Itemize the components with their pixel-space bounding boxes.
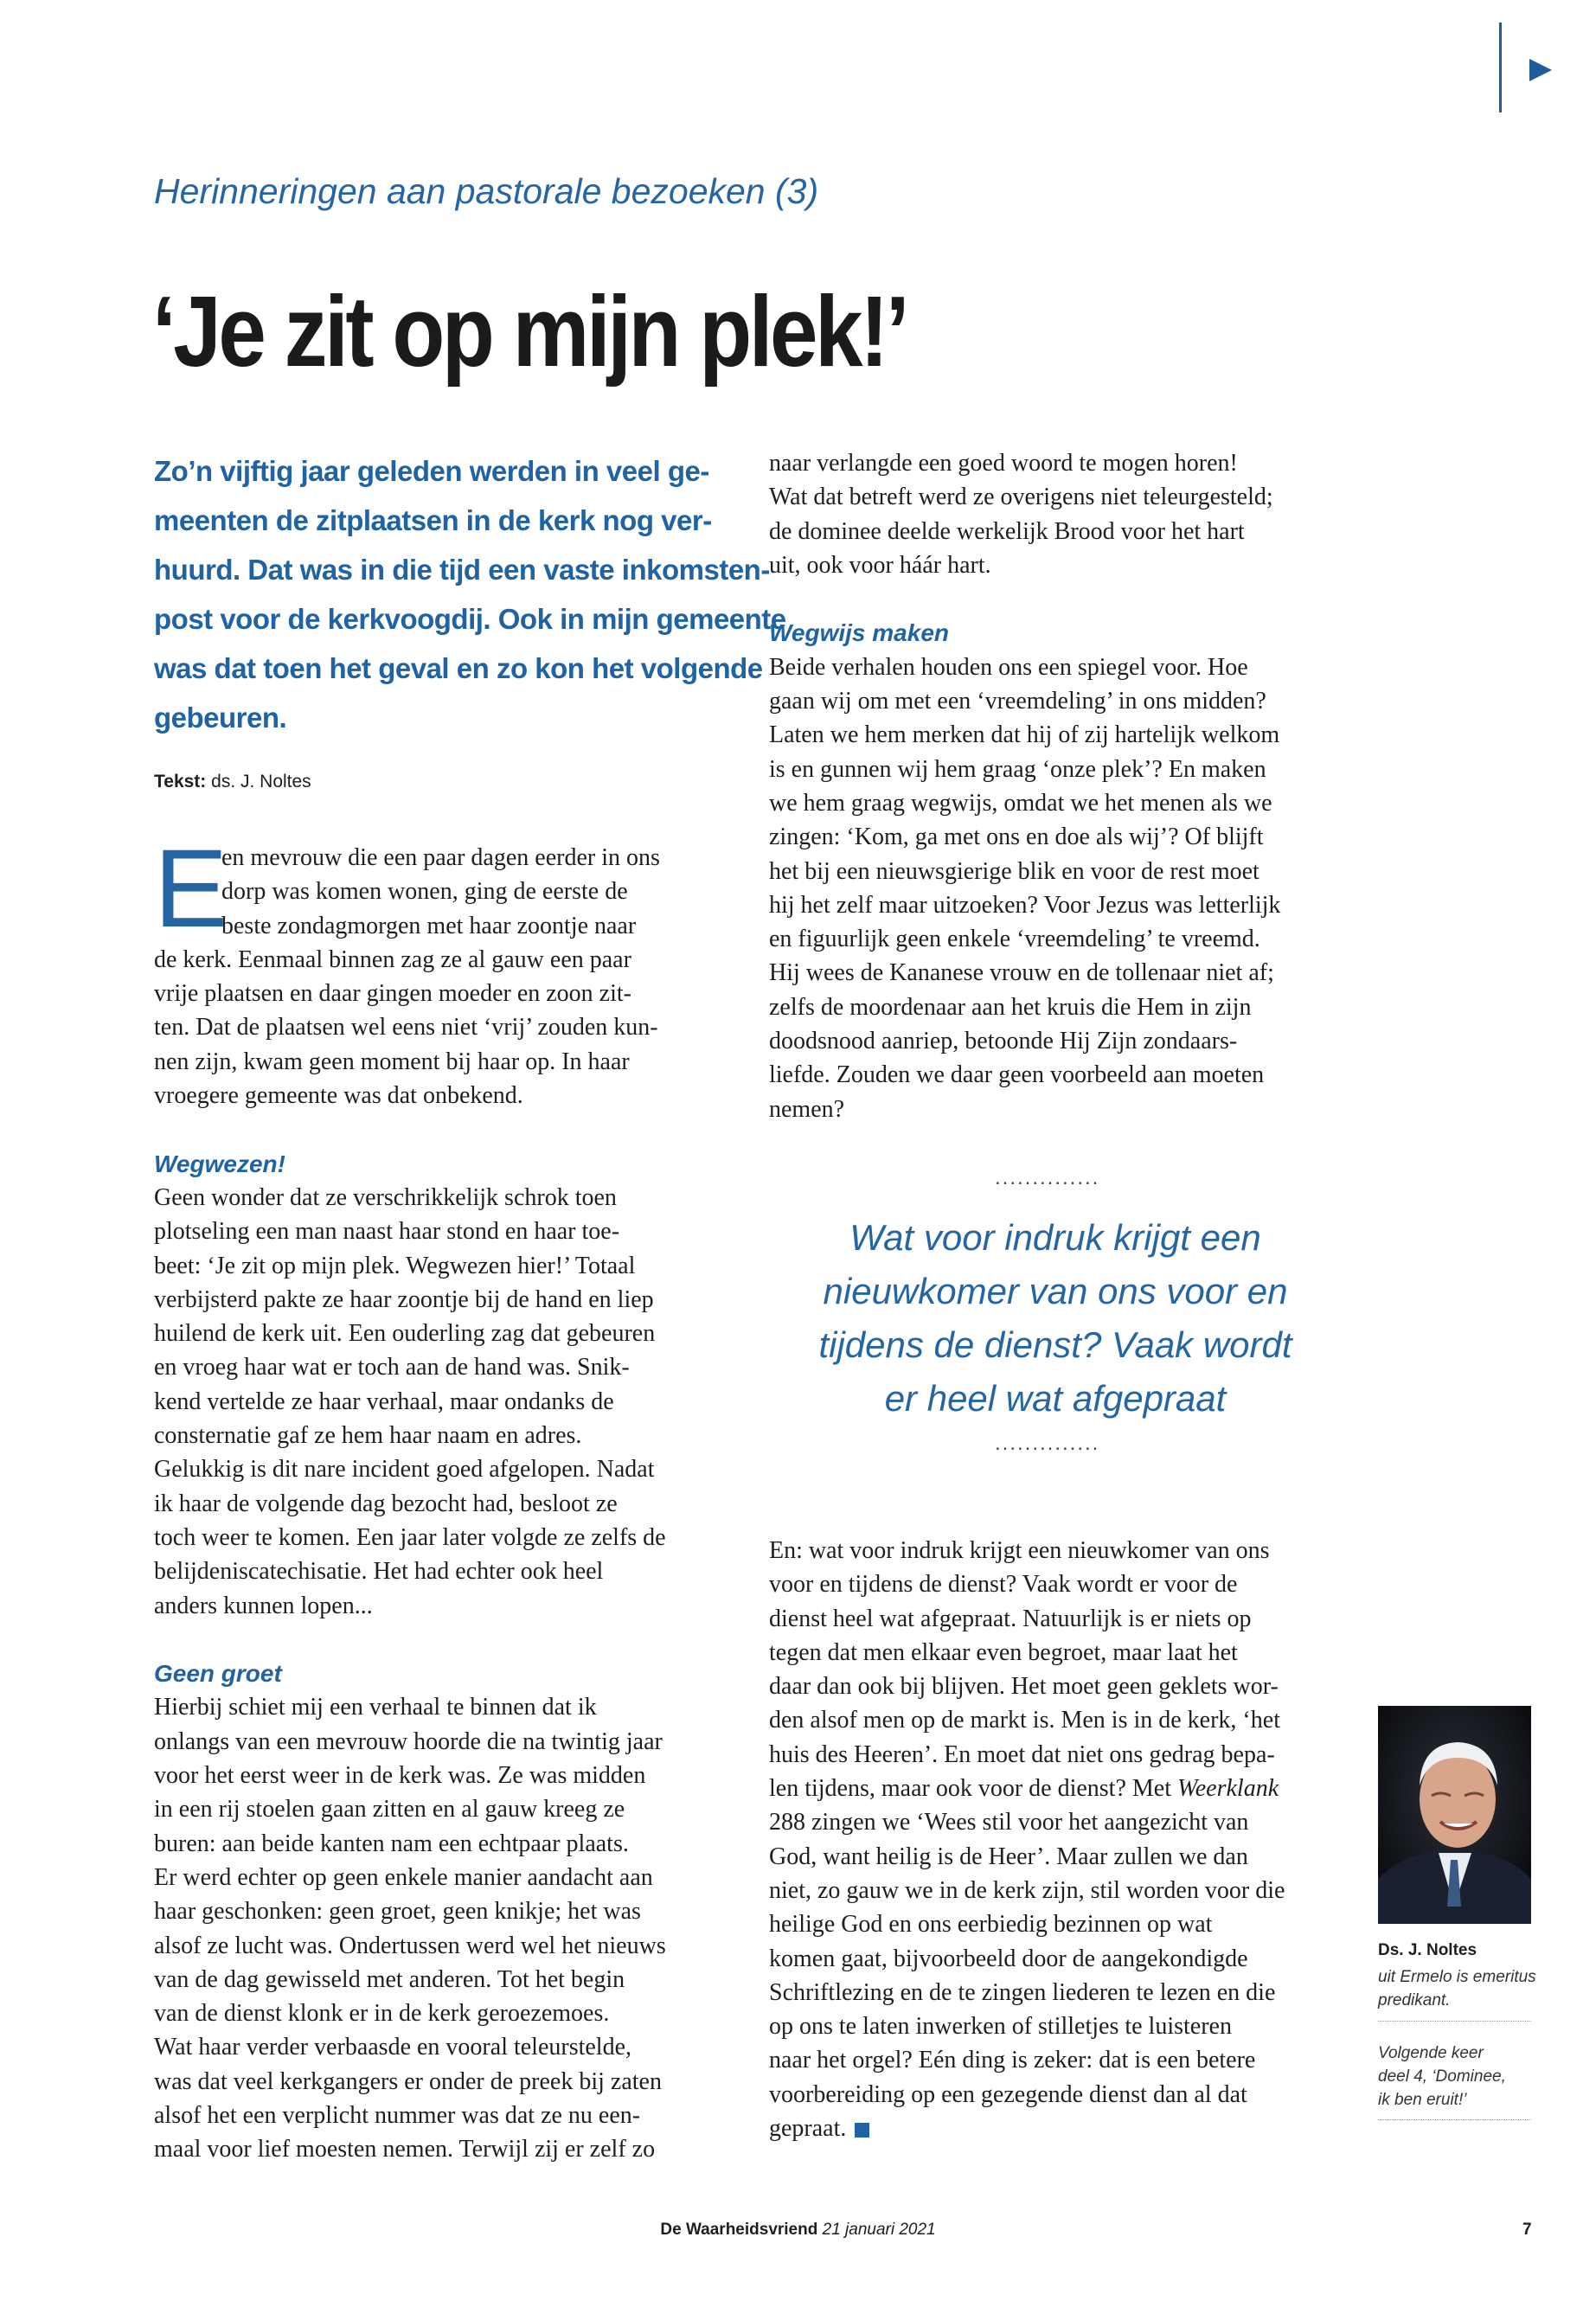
- pullquote-line: nieuwkomer van ons voor en: [823, 1271, 1288, 1311]
- body-line: alsof ze lucht was. Ondertussen werd wel het nieuws: [154, 1932, 666, 1959]
- issue-date: 21 januari 2021: [822, 2221, 936, 2239]
- body-line: [769, 2112, 1342, 2145]
- body-line: komen gaat, bijvoorbeeld door de aangekondigde: [769, 1945, 1248, 1972]
- body-line: van de dienst klonk er in de kerk geroezemoes.: [154, 2000, 610, 2028]
- body-line: naar het orgel? Eén ding is zeker: dat is een betere: [769, 2047, 1256, 2074]
- page-footer: [0, 2221, 1596, 2240]
- body-line: nen zijn, kwam geen moment bij haar op. In haar: [154, 1048, 630, 1075]
- body-line: zelfs de moordenaar aan het kruis die Hem in zijn: [769, 993, 1252, 1021]
- byline-label: Tekst:: [154, 772, 207, 792]
- next-page-arrow-icon[interactable]: [1529, 59, 1552, 81]
- body-line: onlangs van een mevrouw hoorde die na twintig jaar: [154, 1727, 663, 1755]
- body-line: vroegere gemeente was dat onbekend.: [154, 1082, 523, 1110]
- body-line: dorp was komen wonen, ging de eerste de: [221, 878, 628, 906]
- body-line: en vroeg haar wat er toch aan de hand was. Snik-: [154, 1354, 630, 1381]
- body-line: gaan wij om met een ‘vreemdeling’ in ons midden?: [769, 688, 1266, 715]
- body-line: den alsof men op de markt is. Men is in de kerk, ‘het: [769, 1707, 1280, 1734]
- body-line: [769, 1772, 1342, 1805]
- body-text: len tijdens, maar ook voor de dienst? Met: [769, 1775, 1171, 1803]
- pullquote-dots-bottom: ..............: [995, 1432, 1100, 1455]
- body-line: Hij wees de Kananese vrouw en de tollenaar niet af;: [769, 959, 1274, 987]
- body-line: ten. Dat de plaatsen wel eens niet ‘vrij’ zouden kun-: [154, 1014, 658, 1042]
- section-heading-wegwijs: Wegwijs maken: [769, 619, 950, 647]
- body-line: alsof het een verplicht nummer was dat ze nu een-: [154, 2101, 641, 2129]
- body-line: Wat dat betreft werd ze overigens niet teleurgesteld;: [769, 484, 1273, 511]
- right-column-top: [769, 446, 1342, 1126]
- closing-paragraph: [769, 1534, 1342, 2145]
- series-title: Herinneringen aan pastorale bezoeken (3): [154, 171, 819, 211]
- intro-paragraph: [154, 827, 725, 1112]
- body-line: uit, ook voor háár hart.: [769, 551, 991, 579]
- body-line: belijdeniscatechisatie. Het had echter ook heel: [154, 1558, 604, 1586]
- body-line: toch weer te komen. Een jaar later volgde ze zelfs de: [154, 1523, 666, 1551]
- pullquote-line: tijdens de dienst? Vaak wordt: [818, 1324, 1292, 1365]
- author-portrait-icon: [1378, 1706, 1531, 1924]
- body-line: tegen dat men elkaar even begroet, maar laat het: [769, 1638, 1238, 1666]
- body-line: nemen?: [769, 1095, 845, 1123]
- body-line: de dominee deelde werkelijk Brood voor het hart: [769, 517, 1245, 545]
- body-line: heilige God en ons eerbiedig bezinnen op wat: [769, 1911, 1213, 1939]
- body-line: verbijsterd pakte ze haar zoontje bij de hand en liep: [154, 1285, 654, 1313]
- body-line: huilend de kerk uit. Een ouderling zag dat gebeuren: [154, 1320, 656, 1348]
- pullquote-line: er heel wat afgepraat: [884, 1378, 1227, 1419]
- body-line: Beide verhalen houden ons een spiegel voor. Hoe: [769, 653, 1248, 681]
- body-text: gepraat.: [769, 2115, 847, 2143]
- body-line: God, want heilig is de Heer’. Maar zullen we dan: [769, 1843, 1248, 1870]
- body-line: beste zondagmorgen met haar zoontje naar: [221, 912, 637, 939]
- body-line: van de dag gewisseld met anderen. Tot het begin: [154, 1965, 625, 1993]
- body-line: dienst heel wat afgepraat. Natuurlijk is er niets op: [769, 1605, 1252, 1632]
- body-line: we hem graag wegwijs, omdat we het menen als we: [769, 789, 1272, 817]
- lead-line: was dat toen het geval en zo kon het volgende: [154, 652, 763, 684]
- body-line: is en gunnen wij hem graag ‘onze plek’? En maken: [769, 755, 1266, 783]
- body-line: maal voor lief moesten nemen. Terwijl zij er zelf zo: [154, 2136, 656, 2163]
- body-line: en mevrouw die een paar dagen eerder in ons: [221, 844, 660, 871]
- section3-paragraph: [769, 651, 1342, 1126]
- body-line: hij het zelf maar uitzoeken? Voor Jezus was letterlijk: [769, 891, 1281, 919]
- body-line: in een rij stoelen gaan zitten en al gauw kreeg ze: [154, 1796, 625, 1823]
- body-line: Wat haar verder verbaasde en vooral teleurstelde,: [154, 2034, 632, 2061]
- body-line: was dat veel kerkgangers er onder de preek bij zaten: [154, 2067, 662, 2095]
- caption-divider: [1378, 2119, 1531, 2120]
- section-heading-geen-groet: Geen groet: [154, 1660, 282, 1688]
- author-bio-line: predikant.: [1378, 1991, 1451, 2009]
- body-line: naar verlangde een goed woord te mogen horen!: [769, 450, 1238, 477]
- body-line: Er werd echter op geen enkele manier aandacht aan: [154, 1863, 653, 1891]
- body-line: Hierbij schiet mij een verhaal te binnen dat ik: [154, 1694, 597, 1721]
- header-rule: [1499, 22, 1502, 112]
- body-line: op ons te laten inwerken of stilletjes te luisteren: [769, 2013, 1232, 2041]
- author-bio: [1378, 1965, 1536, 2012]
- section-heading-wegwezen: Wegwezen!: [154, 1150, 285, 1177]
- body-line: voor en tijdens de dienst? Vaak wordt er voor de: [769, 1571, 1238, 1599]
- next-episode-line: Volgende keer: [1378, 2044, 1484, 2062]
- byline-author: ds. J. Noltes: [211, 772, 311, 792]
- body-line: beet: ‘Je zit op mijn plek. Wegwezen hier!’ Totaal: [154, 1252, 636, 1279]
- body-line: En: wat voor indruk krijgt een nieuwkomer van ons: [769, 1537, 1270, 1564]
- body-line: ik haar de volgende dag bezocht had, besloot ze: [154, 1490, 618, 1517]
- next-episode-line: deel 4, ‘Dominee,: [1378, 2067, 1506, 2086]
- body-line: buren: aan beide kanten nam een echtpaar plaats.: [154, 1830, 629, 1857]
- body-line: het bij een nieuwsgierige blik en voor de rest moet: [769, 857, 1259, 885]
- body-line: haar geschonken: geen groet, geen knikje; het was: [154, 1898, 641, 1926]
- pullquote-line: Wat voor indruk krijgt een: [849, 1217, 1261, 1258]
- byline: [154, 772, 725, 792]
- body-line: plotseling een man naast haar stond en haar toe-: [154, 1218, 620, 1246]
- body-line: Laten we hem merken dat hij of zij hartelijk welkom: [769, 721, 1280, 749]
- lead-line: huurd. Dat was in die tijd een vaste inkomsten-: [154, 554, 770, 586]
- next-episode-note: [1378, 2041, 1506, 2112]
- author-name: Ds. J. Noltes: [1378, 1941, 1477, 1959]
- section1-paragraph: [154, 1181, 725, 1623]
- section2-paragraph: [154, 1690, 725, 2166]
- body-line: Schriftlezing en de te zingen liederen te lezen en die: [769, 1978, 1276, 2006]
- body-line: zingen: ‘Kom, ga met ons en doe als wij’? Of blijft: [769, 824, 1264, 851]
- pullquote-dots-top: ..............: [995, 1166, 1100, 1189]
- body-line: daar dan ook bij blijven. Het moet geen geklets wor-: [769, 1673, 1279, 1701]
- body-line: en figuurlijk geen enkele ‘vreemdeling’ te vreemd.: [769, 926, 1260, 953]
- lead-line: Zo’n vijftig jaar geleden werden in veel ge-: [154, 455, 709, 487]
- page-number: 7: [1522, 2221, 1532, 2239]
- author-bio-line: uit Ermelo is emeritus: [1378, 1968, 1536, 1986]
- publication-name: De Waarheidsvriend: [660, 2221, 818, 2239]
- body-line: huis des Heeren’. En moet dat niet ons gedrag bepa-: [769, 1740, 1275, 1768]
- body-line: de kerk. Eenmaal binnen zag ze al gauw een paar: [154, 945, 631, 973]
- lead-line: post voor de kerkvoogdij. Ook in mijn gemeente: [154, 603, 786, 635]
- article-title: ‘Je zit op mijn plek!’: [152, 275, 907, 388]
- body-line: vrije plaatsen en daar gingen moeder en zoon zit-: [154, 980, 631, 1008]
- body-line: doodsnood aanriep, betoonde Hij Zijn zondaars-: [769, 1028, 1238, 1055]
- next-episode-line: ik ben eruit!’: [1378, 2091, 1467, 2109]
- lead-line: gebeuren.: [154, 702, 287, 734]
- lead-paragraph: [154, 446, 786, 742]
- pullquote: [769, 1211, 1342, 1426]
- continuation-paragraph: [769, 446, 1342, 582]
- author-photo: [1378, 1706, 1531, 1924]
- end-square-icon: [855, 2123, 869, 2138]
- body-line: 288 zingen we ‘Wees stil voor het aangezicht van: [769, 1809, 1249, 1836]
- caption-divider: [1378, 2021, 1531, 2022]
- body-line: kend vertelde ze haar verhaal, maar ondanks de: [154, 1388, 614, 1415]
- dropcap-letter: E: [154, 827, 228, 951]
- body-line: consternatie gaf ze hem haar naam en adres.: [154, 1422, 582, 1450]
- weerklank-title: Weerklank: [1177, 1775, 1279, 1803]
- body-line: voorbereiding op een gezegende dienst dan al dat: [769, 2080, 1247, 2108]
- body-line: anders kunnen lopen...: [154, 1592, 373, 1619]
- lead-line: meenten de zitplaatsen in de kerk nog ver-: [154, 504, 712, 536]
- left-column: [154, 446, 786, 2167]
- body-line: Geen wonder dat ze verschrikkelijk schrok toen: [154, 1183, 617, 1211]
- body-line: voor het eerst weer in de kerk was. Ze was midden: [154, 1762, 646, 1790]
- body-line: Gelukkig is dit nare incident goed afgelopen. Nadat: [154, 1456, 655, 1484]
- body-line: liefde. Zouden we daar geen voorbeeld aan moeten: [769, 1061, 1265, 1089]
- body-line: niet, zo gauw we in de kerk zijn, stil worden voor die: [769, 1876, 1285, 1904]
- right-column-bottom: [769, 1534, 1342, 2145]
